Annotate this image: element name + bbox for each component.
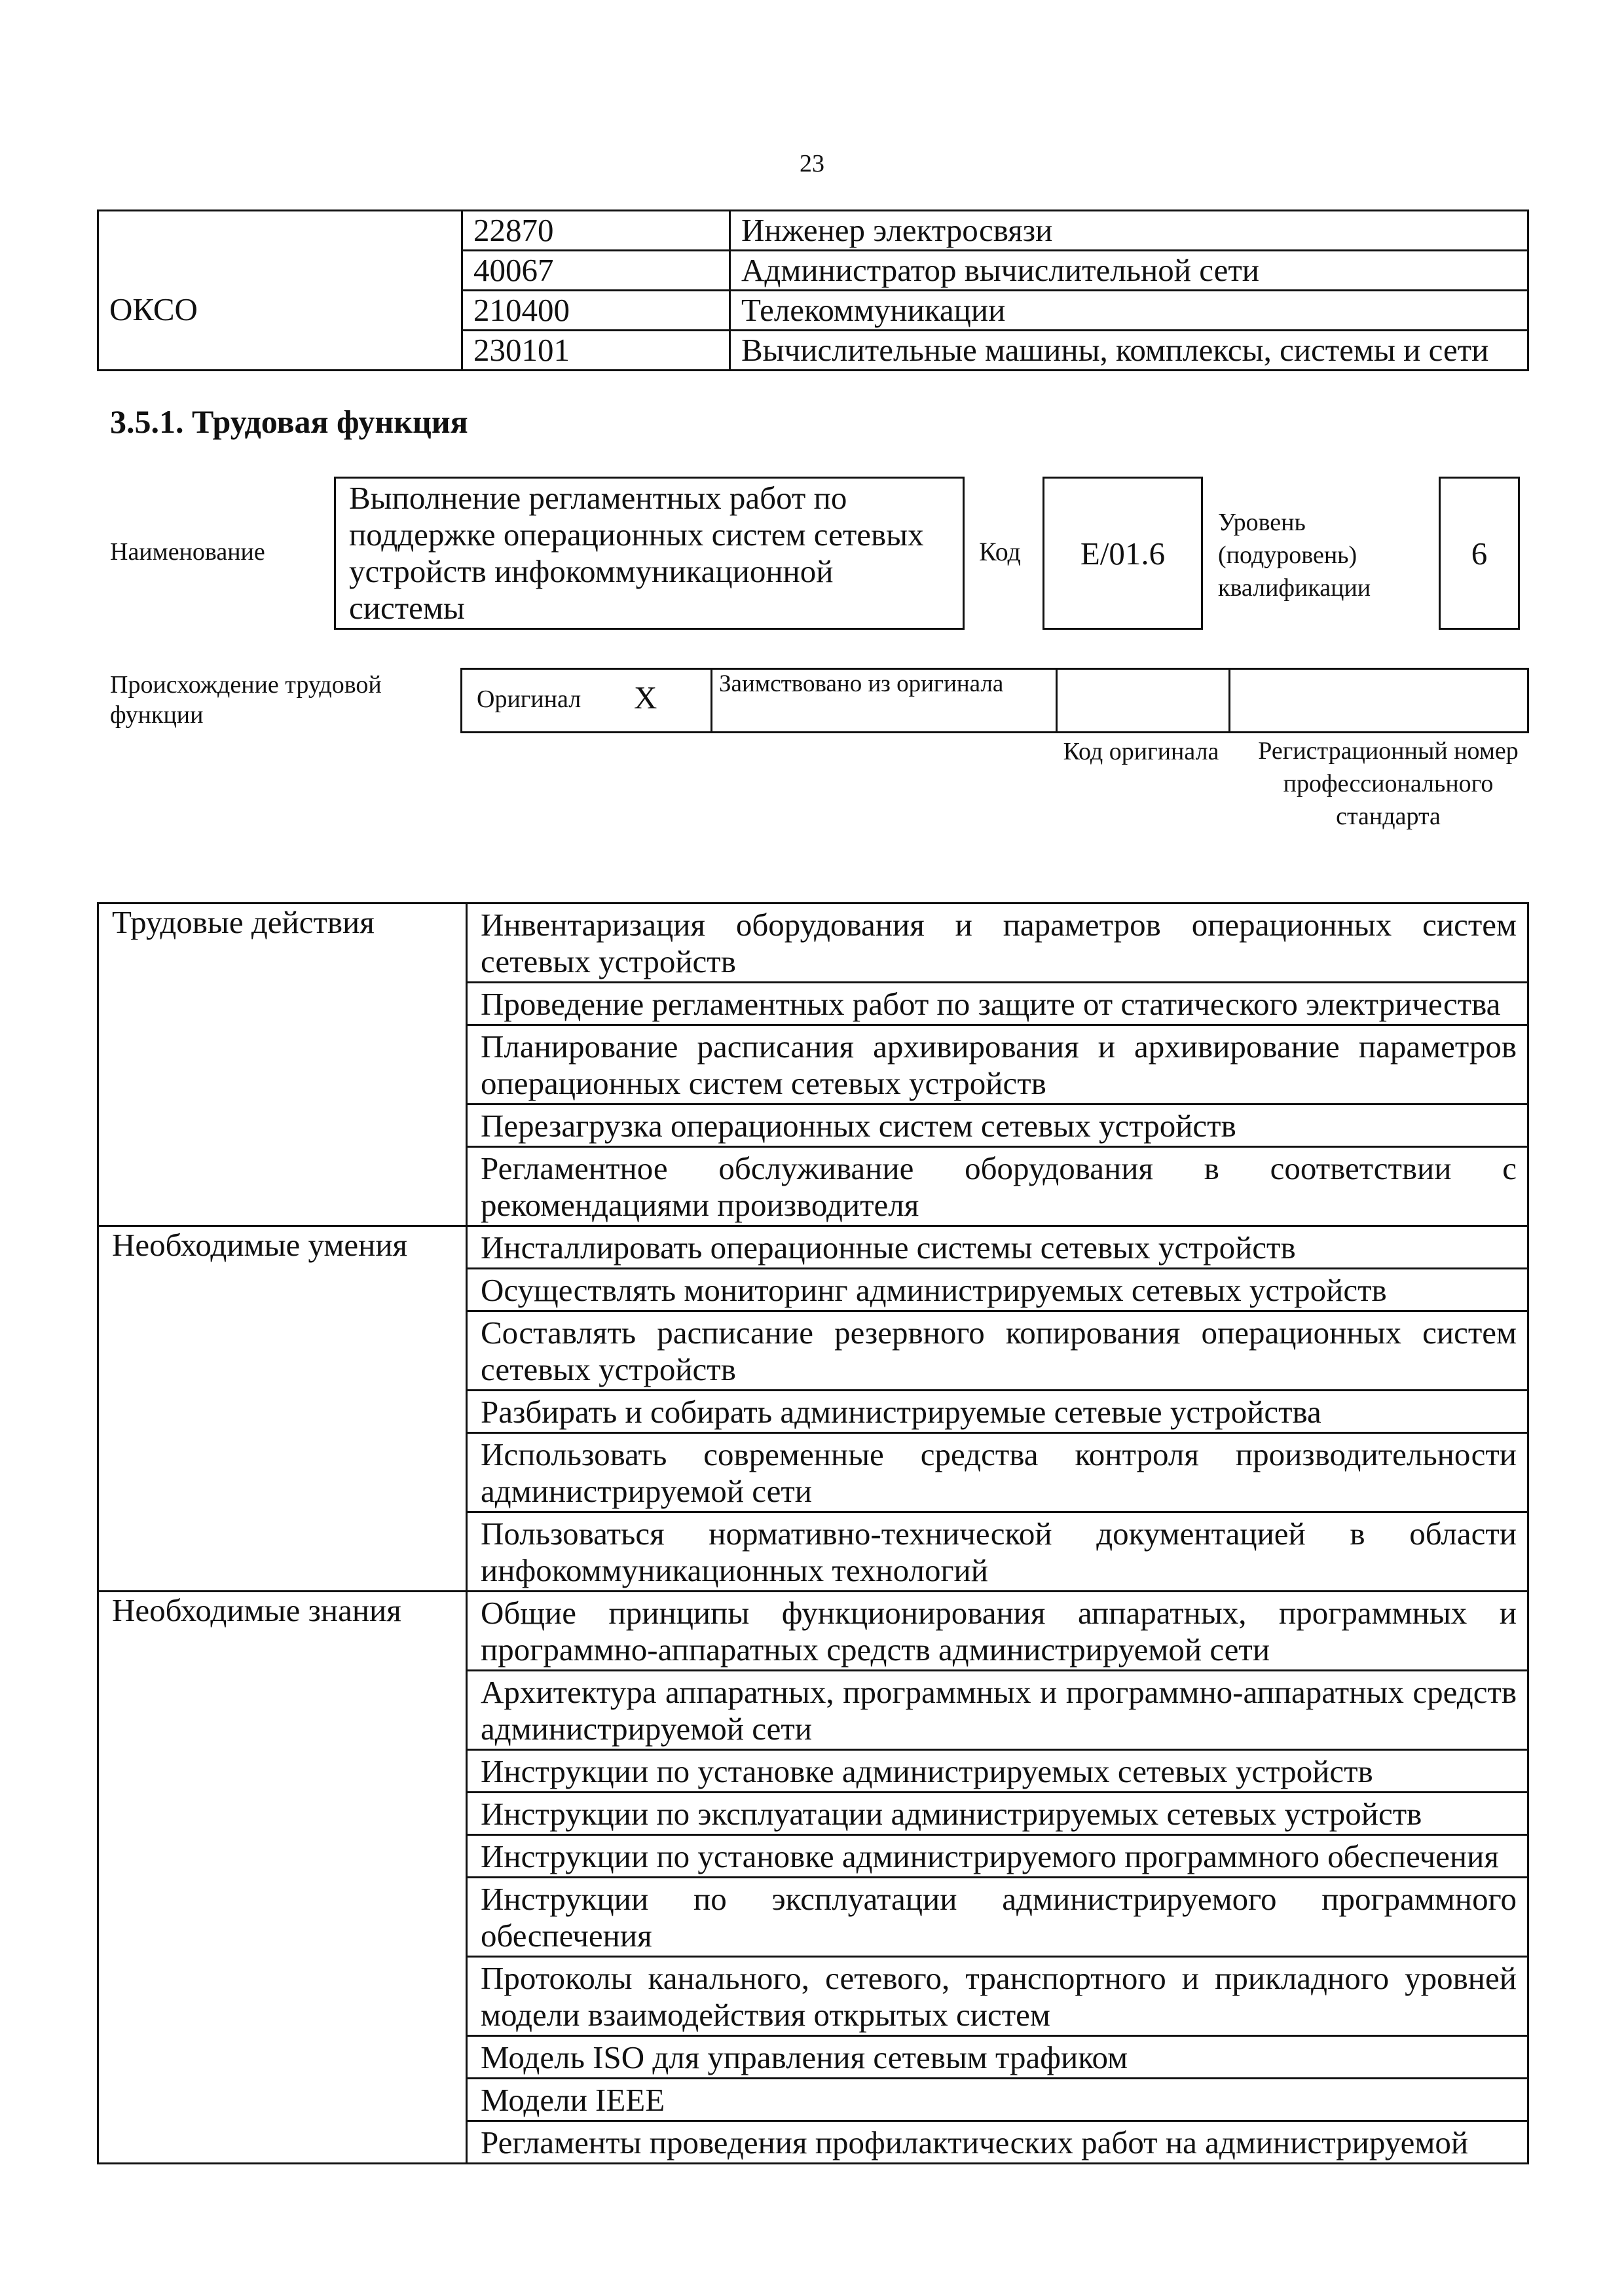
codes-group-cell: ОКСО: [98, 291, 462, 331]
code-original-caption: Код оригинала: [1063, 738, 1219, 765]
table-row: [98, 211, 1528, 251]
original-mark: X: [634, 680, 657, 716]
table-cell: Модели IEEE: [467, 2079, 1528, 2121]
section-label: Необходимые умения: [98, 1226, 467, 1592]
codes-code-cell: 40067: [462, 251, 730, 291]
codes-code-cell: 210400: [462, 291, 730, 331]
table-cell: Инструкции по установке администрируемого программного обеспечения: [467, 1835, 1528, 1878]
page-number: 23: [800, 150, 824, 177]
name-label: Наименование: [110, 538, 265, 566]
codes-code-cell: 230101: [462, 331, 730, 371]
origin-row: [460, 668, 1529, 733]
table-cell: Инвентаризация оборудования и параметров операционных систем сетевых устройств: [467, 903, 1528, 983]
table-cell: Перезагрузка операционных систем сетевых устройств: [467, 1104, 1528, 1147]
origin-divider: [1228, 670, 1230, 731]
function-code-box: E/01.6: [1043, 477, 1203, 630]
table-cell: Протоколы канального, сетевого, транспортного и прикладного уровней модели взаимодействия открытых систем: [467, 1957, 1528, 2036]
table-cell: Использовать современные средства контроля производительности администрируемой сети: [467, 1433, 1528, 1512]
codes-table: [97, 210, 1529, 371]
table-cell: Планирование расписания архивирования и архивирование параметров операционных систем сетевых устройств: [467, 1025, 1528, 1104]
codes-group-cell: [98, 211, 462, 251]
level-value-box: 6: [1439, 477, 1520, 630]
table-cell: Осуществлять мониторинг администрируемых сетевых устройств: [467, 1269, 1528, 1311]
table-cell: Модель ISO для управления сетевым трафиком: [467, 2036, 1528, 2079]
table-cell: Пользоваться нормативно-технической документацией в области инфокоммуникационных технологий: [467, 1512, 1528, 1592]
codes-name-cell: Телекоммуникации: [730, 291, 1528, 331]
table-cell: Инсталлировать операционные системы сетевых устройств: [467, 1226, 1528, 1269]
table-cell: Проведение регламентных работ по защите от статического электричества: [467, 983, 1528, 1025]
origin-label: Происхождение трудовой функции: [110, 671, 382, 729]
origin-divider: [710, 670, 712, 731]
table-row: [98, 903, 1528, 983]
function-details-table: [97, 902, 1529, 2164]
origin-divider: [1056, 670, 1058, 731]
codes-group-cell: [98, 251, 462, 291]
codes-group-cell: [98, 331, 462, 371]
codes-name-cell: Инженер электросвязи: [730, 211, 1528, 251]
table-cell: Разбирать и собирать администрируемые сетевые устройства: [467, 1391, 1528, 1433]
section-heading: 3.5.1. Трудовая функция: [110, 403, 468, 440]
code-label: Код: [979, 537, 1021, 566]
section-label: Необходимые знания: [98, 1592, 467, 2164]
table-cell: Общие принципы функционирования аппаратных, программных и программно-аппаратных средств администрируемой сети: [467, 1592, 1528, 1671]
table-row: [98, 251, 1528, 291]
codes-name-cell: Вычислительные машины, комплексы, системы и сети: [730, 331, 1528, 371]
table-cell: Архитектура аппаратных, программных и программно-аппаратных средств администрируемой сети: [467, 1671, 1528, 1750]
level-label: Уровень (подуровень) квалификации: [1218, 509, 1371, 602]
table-cell: Инструкции по установке администрируемых сетевых устройств: [467, 1750, 1528, 1793]
table-cell: Составлять расписание резервного копирования операционных систем сетевых устройств: [467, 1311, 1528, 1391]
original-label: Оригинал: [477, 685, 581, 713]
function-name-box: Выполнение регламентных работ по поддержке операционных систем сетевых устройств инфокоммуникационной системы: [334, 477, 965, 630]
table-cell: Инструкции по эксплуатации администрируемых сетевых устройств: [467, 1793, 1528, 1835]
table-cell: Инструкции по эксплуатации администрируемого программного обеспечения: [467, 1878, 1528, 1957]
borrowed-label: Заимствовано из оригинала: [719, 670, 1004, 697]
table-row: [98, 331, 1528, 371]
codes-code-cell: 22870: [462, 211, 730, 251]
table-row: [98, 1226, 1528, 1269]
table-cell: Регламентное обслуживание оборудования в соответствии с рекомендациями производителя: [467, 1147, 1528, 1226]
section-label: Трудовые действия: [98, 903, 467, 1226]
table-row: [98, 1592, 1528, 1671]
table-row: [98, 291, 1528, 331]
reg-number-caption: Регистрационный номер профессионального стандарта: [1258, 737, 1519, 830]
codes-name-cell: Администратор вычислительной сети: [730, 251, 1528, 291]
table-cell: Регламенты проведения профилактических работ на администрируемой: [467, 2121, 1528, 2164]
